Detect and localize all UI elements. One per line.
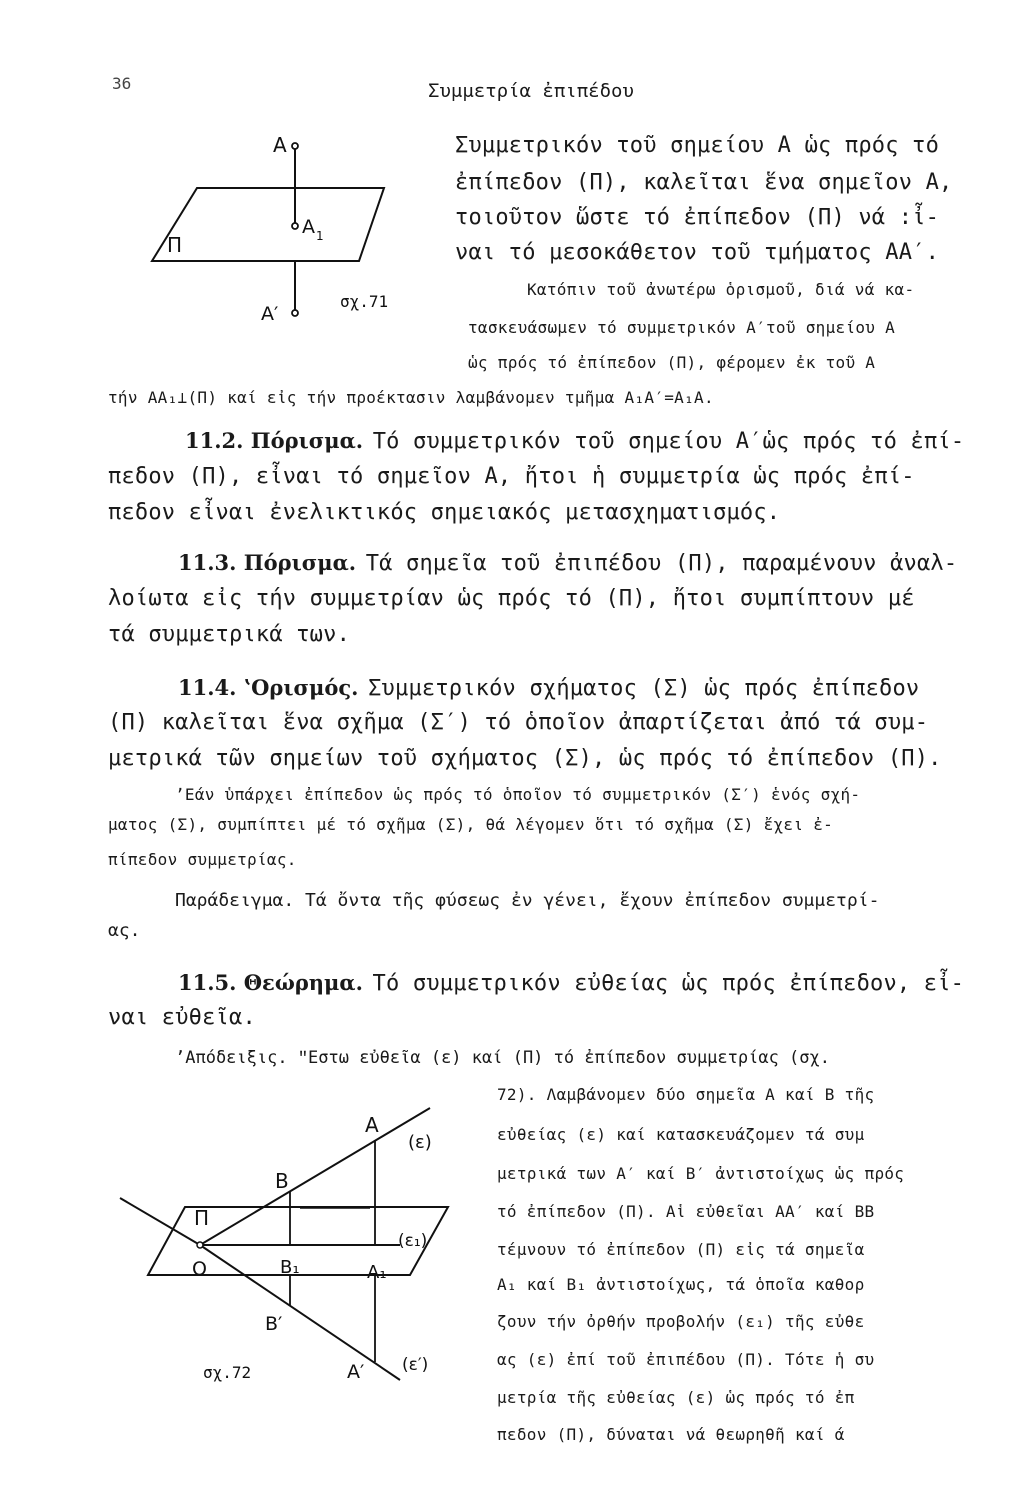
section-11-4-line-1: Συμμετρικόν σχήματος (Σ) ὡς πρός ἐπίπεδον — [368, 676, 920, 701]
page-number: 36 — [112, 74, 132, 93]
label-a-72: A — [365, 1113, 379, 1137]
label-a1-sub: 1 — [316, 229, 324, 243]
proof-line-5: τέμνουν τό ἐπίπεδον (Π) εἰς τά σημεῖα — [497, 1240, 865, 1259]
proof-line-9: μετρία τῆς εὐθείας (ε) ὡς πρός τό ἐπ — [497, 1388, 855, 1407]
running-head: Συμμετρία ἐπιπέδου — [428, 80, 634, 102]
section-11-4-small-1: ʼΕάν ὑπάρχει ἐπίπεδον ὡς πρός τό ὁποῖον τό συμμετρικόν (Σ′) ἑνός σχή- — [175, 785, 861, 804]
section-11-5-line-2: ναι εὐθεῖα. — [108, 1005, 256, 1030]
section-11-4-first — [178, 675, 919, 701]
def-line-4: ναι τό μεσοκάθετον τοῦ τμήματος AA′. — [455, 240, 940, 265]
label-pi-72: Π — [194, 1206, 210, 1230]
section-11-2-first — [185, 428, 964, 454]
section-11-3-first — [178, 550, 957, 576]
section-11-4-heading: 11.4. ʽΟρισμός. — [178, 675, 359, 700]
figure-72-caption: σχ.72 — [203, 1363, 252, 1382]
constr-line-4: τήν AA₁⊥(Π) καί εἰς τήν προέκτασιν λαμβάνομεν τμῆμα A₁A′=A₁A. — [108, 388, 714, 407]
label-e: (ε) — [408, 1132, 432, 1153]
proof-line-1: 72). Λαμβάνομεν δύο σημεῖα A καί B τῆς — [497, 1085, 875, 1104]
section-11-4-line-3: μετρικά τῶν σημείων τοῦ σχήματος (Σ), ὡς πρός τό ἐπίπεδον (Π). — [108, 746, 942, 771]
label-aprime-72: A′ — [347, 1361, 365, 1383]
label-b1: B₁ — [280, 1257, 300, 1278]
proof-line-6: A₁ καί B₁ ἀντιστοίχως, τά ὁποῖα καθορ — [497, 1275, 865, 1294]
label-bprime: B′ — [265, 1313, 283, 1335]
point-o — [197, 1242, 203, 1248]
proof-line-8: ας (ε) ἐπί τοῦ ἐπιπέδου (Π). Τότε ἡ συ — [497, 1350, 875, 1369]
section-11-3-line-2: λοίωτα εἰς τήν συμμετρίαν ὡς πρός τό (Π), ἤτοι συμπίπτουν μέ — [108, 586, 915, 611]
proof-first-line: ʼΑπόδειξις. ʺΕστω εὐθεῖα (ε) καί (Π) τό ἐπίπεδον συμμετρίας (σχ. — [175, 1048, 830, 1068]
label-a: A — [273, 133, 287, 157]
section-11-4-line-2: (Π) καλεῖται ἕνα σχῆμα (Σ′) τό ὁποῖον ἀπαρτίζεται ἀπό τά συμ- — [108, 710, 929, 735]
section-11-4-small-3: πίπεδον συμμετρίας. — [108, 850, 297, 869]
label-o: O — [192, 1258, 207, 1280]
section-11-2-line-1: Τό συμμετρικόν τοῦ σημείου A′ὡς πρός τό ἐπί- — [372, 429, 965, 454]
section-11-3-line-3: τά συμμετρικά των. — [108, 622, 351, 647]
section-11-5-line-1: Τό συμμετρικόν εὐθείας ὡς πρός ἐπίπεδον, εἶ- — [372, 971, 965, 996]
label-b-72: B — [275, 1169, 289, 1193]
line-e-back — [120, 1198, 200, 1245]
section-11-3-heading: 11.3. Πόρισμα. — [178, 550, 357, 575]
example-line-1: Παράδειγμα. Τά ὄντα τῆς φύσεως ἐν γένει, ἔχουν ἐπίπεδον συμμετρί- — [175, 890, 880, 911]
example-line-2: ας. — [108, 920, 141, 941]
proof-line-4: τό ἐπίπεδον (Π). Αἱ εὐθεῖαι AA′ καί BB — [497, 1202, 875, 1221]
constr-line-3: ὡς πρός τό ἐπίπεδον (Π), φέρομεν ἐκ τοῦ A — [468, 353, 876, 372]
constr-line-1: Κατόπιν τοῦ ἀνωτέρω ὁρισμοῦ, διά νά κα- — [527, 280, 915, 299]
section-11-2-line-3: πεδον εἶναι ἐνελικτικός σημειακός μετασχηματισμός. — [108, 500, 781, 525]
section-11-5-heading: 11.5. Θεώρημα. — [178, 970, 363, 995]
label-e1: (ε₁) — [398, 1231, 428, 1251]
section-11-3-line-1: Τά σημεῖα τοῦ ἐπιπέδου (Π), παραμένουν ἀναλ- — [365, 551, 958, 576]
figure-72 — [110, 1100, 490, 1420]
proof-line-2: εὐθείας (ε) καί κατασκευάζομεν τά συμ — [497, 1125, 865, 1144]
section-11-4-small-2: ματος (Σ), συμπίπτει μέ τό σχῆμα (Σ), θά λέγομεν ὅτι τό σχῆμα (Σ) ἔχει ἐ- — [108, 815, 834, 834]
proof-line-7: ζουν τήν ὀρθήν προβολήν (ε₁) τῆς εὐθε — [497, 1312, 865, 1331]
label-a1: A — [302, 216, 315, 238]
label-pi: Π — [167, 233, 183, 257]
section-11-2-heading: 11.2. Πόρισμα. — [185, 428, 364, 453]
label-e-prime: (ε′) — [402, 1355, 429, 1375]
constr-line-2: τασκευάσωμεν τό συμμετρικόν A′τοῦ σημείου A — [468, 318, 896, 337]
section-11-5-first — [178, 970, 964, 996]
figure-71-caption: σχ.71 — [340, 292, 389, 311]
def-line-1: Συμμετρικόν τοῦ σημείου A ὡς πρός τό — [455, 133, 940, 158]
line-e — [200, 1108, 430, 1245]
section-11-2-line-2: πεδον (Π), εἶναι τό σημεῖον A, ἤτοι ἡ συμμετρία ὡς πρός ἐπί- — [108, 464, 915, 489]
plane-pi — [152, 188, 384, 261]
point-a1 — [292, 223, 298, 229]
def-line-3: τοιοῦτον ὥστε τό ἐπίπεδον (Π) νά :ἶ- — [455, 205, 940, 230]
label-a1-72: A₁ — [367, 1262, 387, 1283]
proof-line-3: μετρικά των A′ καί B′ ἀντιστοίχως ὡς πρός — [497, 1164, 905, 1183]
def-line-2: ἐπίπεδον (Π), καλεῖται ἕνα σημεῖον A, — [455, 170, 953, 195]
label-aprime: A′ — [261, 303, 279, 325]
point-a — [292, 143, 298, 149]
point-aprime — [292, 310, 298, 316]
proof-line-10: πεδον (Π), δύναται νά θεωρηθῆ καί ά — [497, 1425, 845, 1444]
figure-71 — [140, 125, 440, 325]
